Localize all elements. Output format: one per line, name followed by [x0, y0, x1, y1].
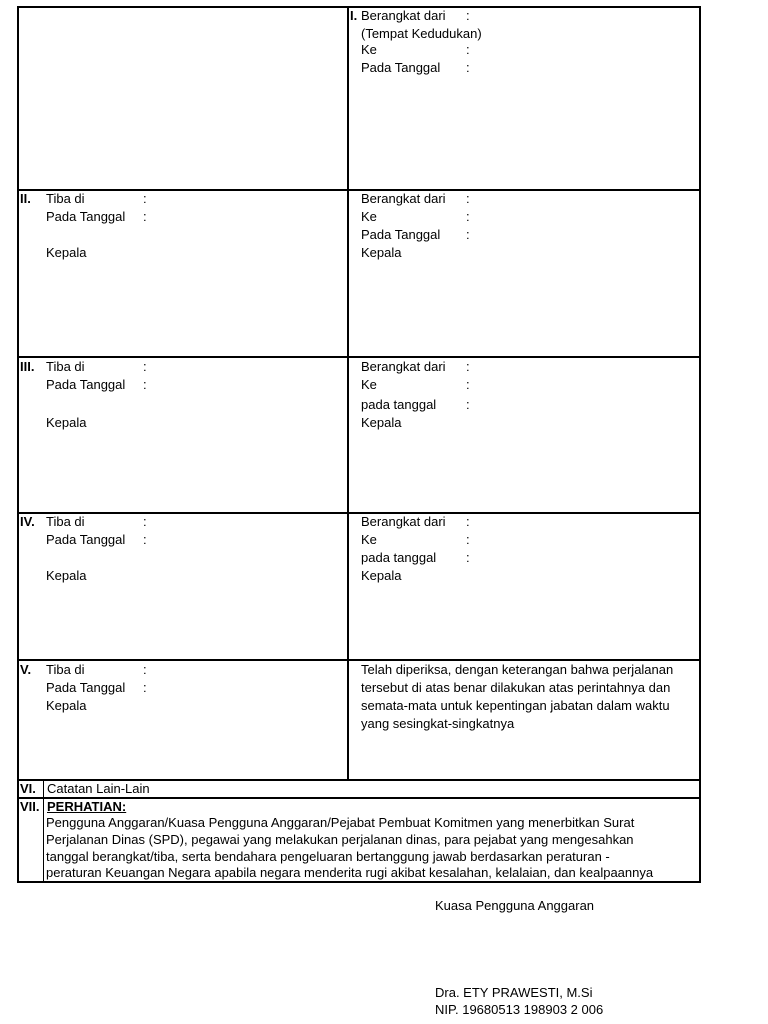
catatan-lain-label: Catatan Lain-Lain [47, 781, 150, 796]
section-iv-right-kepala-label: Kepala [361, 568, 402, 583]
section-iv-tiba-label: Tiba di [46, 514, 85, 529]
section-iii-right-berangkat-label: Berangkat dari [361, 359, 446, 374]
section-iv-right-berangkat-colon: : [466, 514, 470, 529]
section-vii-number: VII. [20, 799, 40, 814]
section-iii-right-kepala-label: Kepala [361, 415, 402, 430]
section-ii-number: II. [20, 191, 31, 206]
section-ii-tiba-label: Tiba di [46, 191, 85, 206]
section-iii-right-tanggal-label: pada tanggal [361, 397, 437, 412]
section-ii-right-tanggal-label: Pada Tanggal [361, 227, 441, 242]
section-i-ke-label: Ke [361, 42, 377, 57]
section-i-tanggal-label: Pada Tanggal [361, 60, 441, 75]
section-iii-tiba-label: Tiba di [46, 359, 85, 374]
signature-nip: NIP. 19680513 198903 2 006 [435, 1002, 604, 1017]
section-iv-tanggal-colon: : [143, 532, 147, 547]
section-i-tanggal-colon: : [466, 60, 470, 75]
section-i-berangkat-label: Berangkat dari [361, 8, 446, 23]
section-ii-kepala-label: Kepala [46, 245, 87, 260]
section-v-number: V. [20, 662, 32, 677]
section-iii-right-ke-label: Ke [361, 377, 377, 392]
section-ii-right-ke-label: Ke [361, 209, 377, 224]
section-iv-right-berangkat-label: Berangkat dari [361, 514, 446, 529]
perhatian-line: tanggal berangkat/tiba, serta bendahara pengeluaran bertanggung jawab berdasarkan peraturan - [46, 849, 610, 864]
section-i-ke-colon: : [466, 42, 470, 57]
section-v-tiba-colon: : [143, 662, 147, 677]
section-v-statement-line: Telah diperiksa, dengan keterangan bahwa perjalanan [361, 662, 674, 677]
section-iv-right-ke-colon: : [466, 532, 470, 547]
section-vi-number: VI. [20, 781, 36, 796]
section-v-tanggal-colon: : [143, 680, 147, 695]
section-v-statement-line: semata-mata untuk kepentingan jabatan dalam waktu [361, 698, 670, 713]
section-iv-tanggal-label: Pada Tanggal [46, 532, 126, 547]
perhatian-heading: PERHATIAN: [47, 799, 127, 814]
section-iv-tiba-colon: : [143, 514, 147, 529]
section-iv-right-tanggal-label: pada tanggal [361, 550, 437, 565]
section-ii-right-berangkat-label: Berangkat dari [361, 191, 446, 206]
section-iii-kepala-label: Kepala [46, 415, 87, 430]
perhatian-line: peraturan Keuangan Negara apabila negara menderita rugi akibat kesalahan, kelalaian, dan kealpaannya [46, 865, 654, 880]
section-ii-tanggal-colon: : [143, 209, 147, 224]
section-i-number: I. [350, 8, 358, 23]
section-iii-tanggal-colon: : [143, 377, 147, 392]
section-iii-right-tanggal-colon: : [466, 397, 470, 412]
section-iii-right-ke-colon: : [466, 377, 470, 392]
section-iv-number: IV. [20, 514, 35, 529]
section-iii-right-berangkat-colon: : [466, 359, 470, 374]
section-ii-tiba-colon: : [143, 191, 147, 206]
signature-name: Dra. ETY PRAWESTI, M.Si [435, 985, 593, 1000]
section-ii-tanggal-label: Pada Tanggal [46, 209, 126, 224]
perhatian-line: Perjalanan Dinas (SPD), pegawai yang melakukan perjalanan dinas, para pejabat yang mengesahkan [46, 832, 634, 847]
section-iv-kepala-label: Kepala [46, 568, 87, 583]
section-ii-right-ke-colon: : [466, 209, 470, 224]
section-iv-right-tanggal-colon: : [466, 550, 470, 565]
section-i-berangkat-colon: : [466, 8, 470, 23]
perhatian-line: Pengguna Anggaran/Kuasa Pengguna Anggaran/Pejabat Pembuat Komitmen yang menerbitkan Surat [46, 815, 635, 830]
section-ii-right-berangkat-colon: : [466, 191, 470, 206]
section-ii-right-tanggal-colon: : [466, 227, 470, 242]
section-iii-number: III. [20, 359, 35, 374]
section-i-tempat-kedudukan: (Tempat Kedudukan) [361, 26, 482, 41]
section-v-tanggal-label: Pada Tanggal [46, 680, 126, 695]
section-iii-tiba-colon: : [143, 359, 147, 374]
section-iv-right-ke-label: Ke [361, 532, 377, 547]
section-v-kepala-label: Kepala [46, 698, 87, 713]
section-ii-right-kepala-label: Kepala [361, 245, 402, 260]
signature-title: Kuasa Pengguna Anggaran [435, 898, 595, 913]
section-iii-tanggal-label: Pada Tanggal [46, 377, 126, 392]
section-v-statement-line: yang sesingkat-singkatnya [361, 716, 515, 731]
section-v-statement-line: tersebut di atas benar dilakukan atas perintahnya dan [361, 680, 671, 695]
section-v-tiba-label: Tiba di [46, 662, 85, 677]
